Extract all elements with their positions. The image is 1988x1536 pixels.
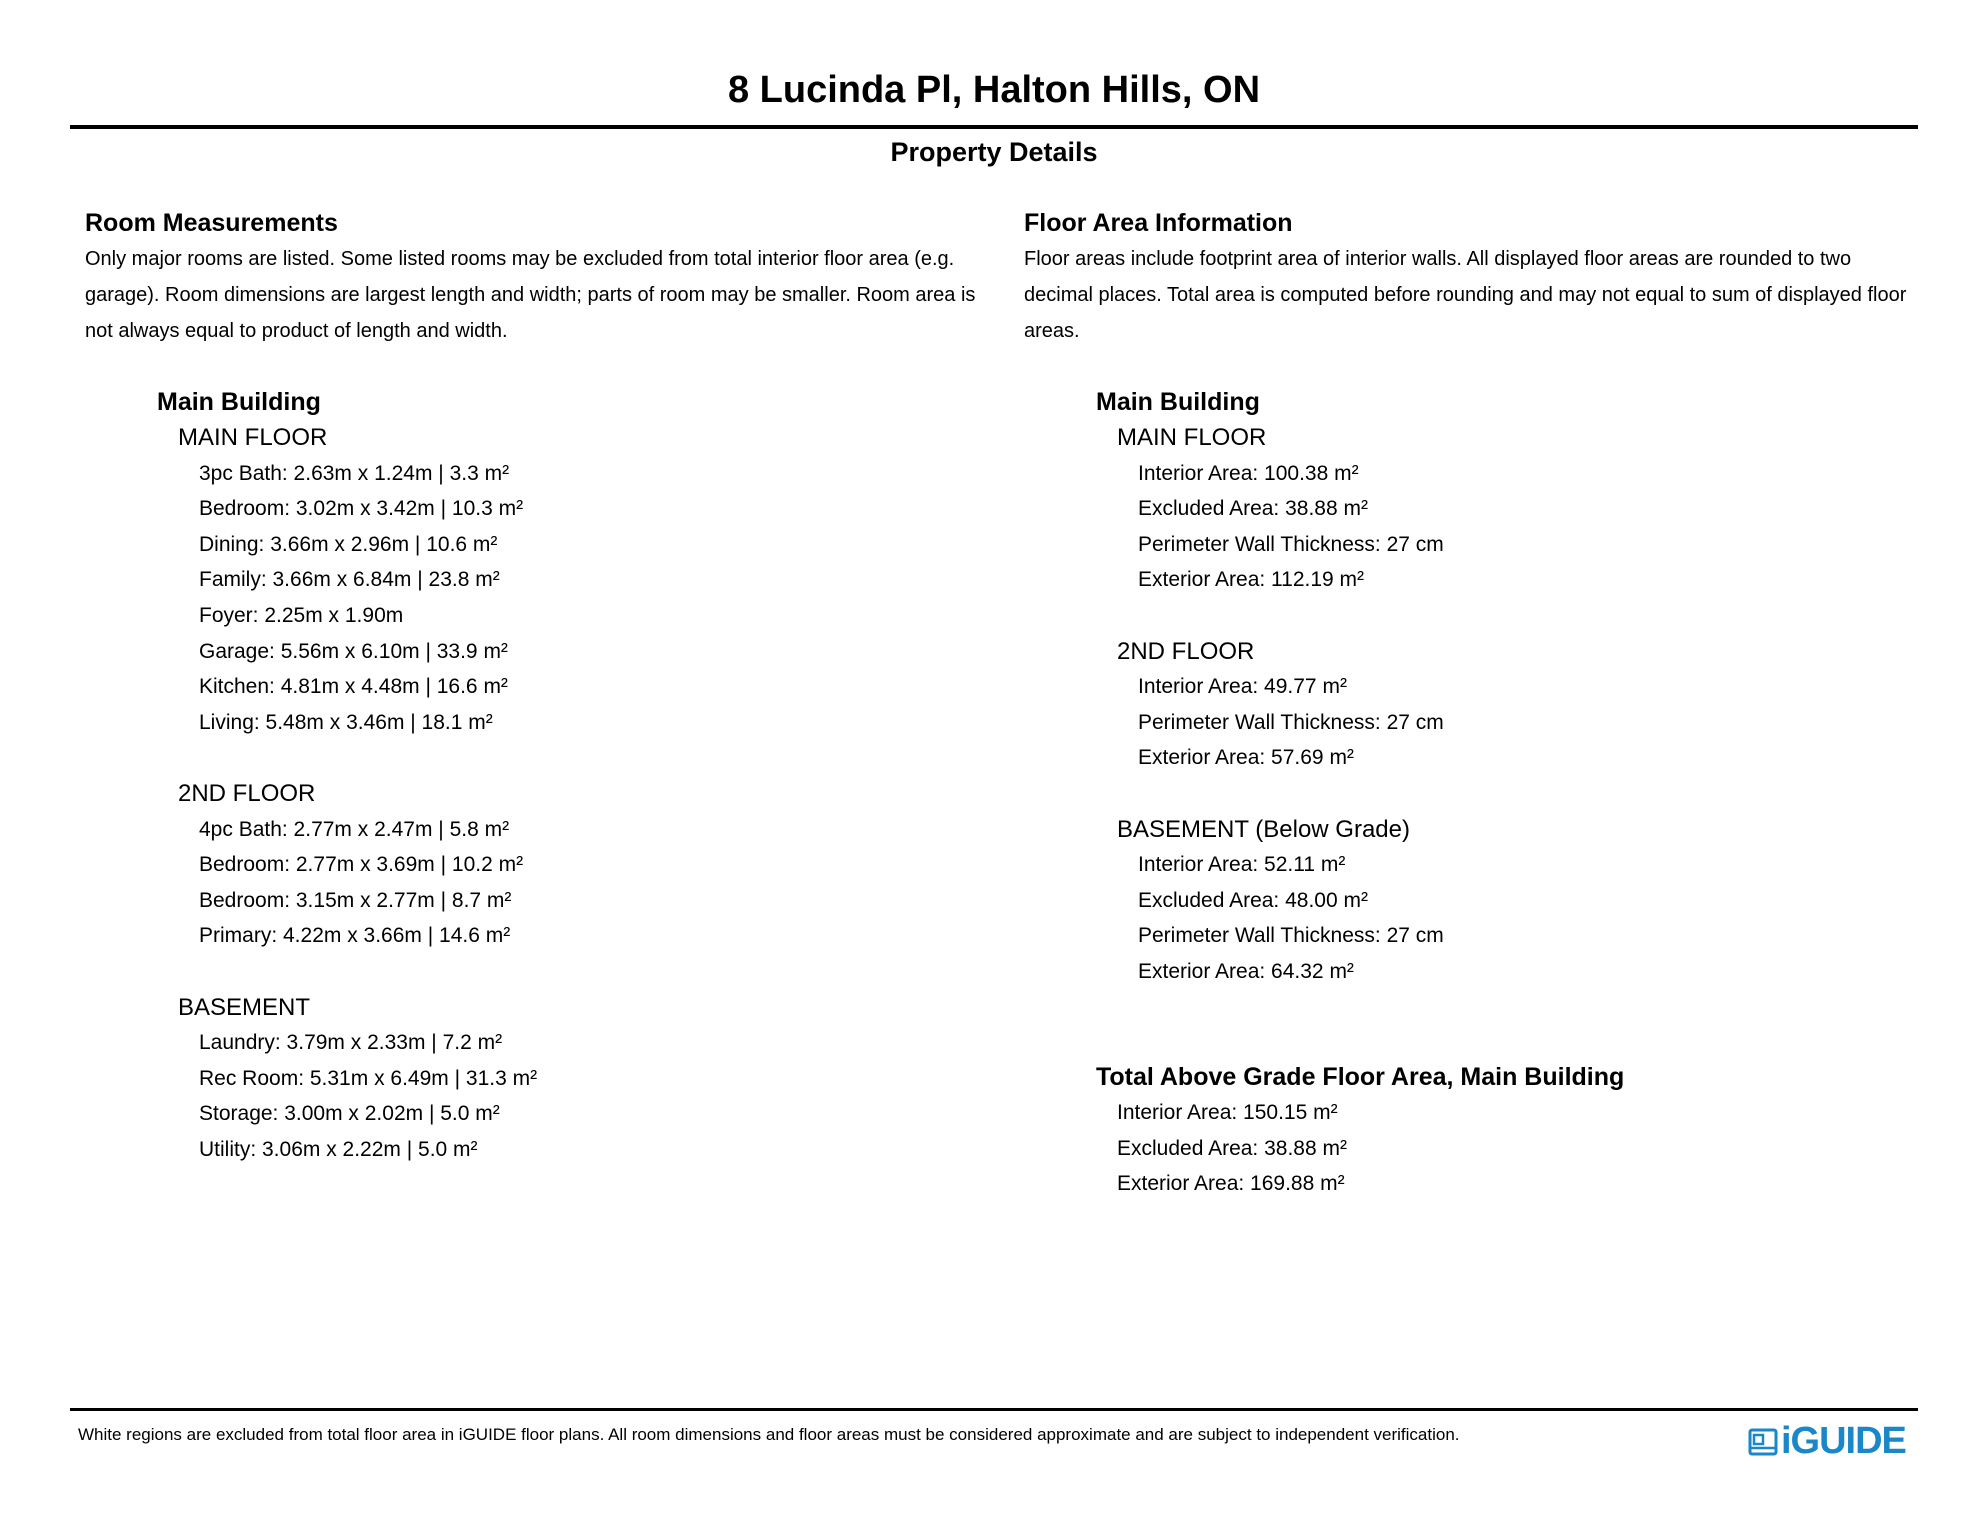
floor-area-intro: Floor areas include footprint area of interior walls. All displayed floor areas are rounded to two decimal places. Total area is computed before rounding and may not equal to sum of displayed floor areas. [1024, 248, 1907, 342]
area-floor-heading-main: MAIN FLOOR [1117, 424, 1267, 451]
room-item: Living: 5.48m x 3.46m | 18.1 m² [199, 710, 493, 734]
iguide-logo-icon [1748, 1425, 1778, 1457]
area-item: Excluded Area: 48.00 m² [1138, 888, 1368, 912]
room-item: 4pc Bath: 2.77m x 2.47m | 5.8 m² [199, 817, 510, 841]
room-item: Bedroom: 2.77m x 3.69m | 10.2 m² [199, 853, 524, 877]
area-floor-heading-basement: BASEMENT (Below Grade) [1117, 815, 1410, 843]
iguide-logo [1748, 1418, 1908, 1464]
area-item: Exterior Area: 112.19 m² [1138, 568, 1365, 592]
floor-heading-2nd: 2ND FLOOR [178, 779, 316, 807]
total-area-heading: Total Above Grade Floor Area, Main Building [1096, 1063, 1625, 1091]
page-subtitle: Property Details [890, 137, 1098, 167]
area-item: Interior Area: 100.38 m² [1138, 461, 1359, 485]
footer-disclaimer: White regions are excluded from total floor area in iGUIDE floor plans. All room dimensions and floor areas must be considered approximate and are subject to independent verification. [78, 1425, 1460, 1444]
floor-area-section [1024, 205, 1924, 349]
room-list [178, 420, 537, 1167]
area-item: Interior Area: 49.77 m² [1138, 675, 1347, 699]
area-item: Exterior Area: 57.69 m² [1138, 746, 1354, 770]
area-item: Exterior Area: 64.32 m² [1138, 959, 1354, 983]
floor-area-heading: Floor Area Information [1024, 209, 1293, 237]
room-item: Storage: 3.00m x 2.02m | 5.0 m² [199, 1102, 500, 1126]
footer-divider [70, 1408, 1918, 1411]
total-area-item: Interior Area: 150.15 m² [1117, 1101, 1338, 1124]
room-item: Garage: 5.56m x 6.10m | 33.9 m² [199, 639, 508, 663]
iguide-logo-text: iGUIDE [1781, 1420, 1906, 1462]
floor-heading-main: MAIN FLOOR [178, 424, 328, 451]
area-item: Perimeter Wall Thickness: 27 cm [1138, 710, 1444, 734]
room-item: Kitchen: 4.81m x 4.48m | 16.6 m² [199, 675, 508, 699]
room-item: Primary: 4.22m x 3.66m | 14.6 m² [199, 924, 511, 948]
room-item: Laundry: 3.79m x 2.33m | 7.2 m² [199, 1031, 503, 1055]
room-item: Family: 3.66m x 6.84m | 23.8 m² [199, 568, 500, 592]
total-area-item: Excluded Area: 38.88 m² [1117, 1136, 1347, 1160]
room-item: Bedroom: 3.15m x 2.77m | 8.7 m² [199, 888, 512, 912]
room-item: Foyer: 2.25m x 1.90m [199, 603, 404, 627]
room-building-heading: Main Building [157, 388, 321, 416]
area-floor-heading-2nd: 2ND FLOOR [1117, 637, 1255, 665]
room-item: 3pc Bath: 2.63m x 1.24m | 3.3 m² [199, 461, 510, 485]
room-measurements-heading: Room Measurements [85, 209, 338, 237]
total-area-item: Exterior Area: 169.88 m² [1117, 1172, 1345, 1196]
total-area-list [1117, 1095, 1347, 1202]
room-item: Bedroom: 3.02m x 3.42m | 10.3 m² [199, 497, 524, 521]
header-divider [70, 125, 1918, 129]
floor-heading-basement: BASEMENT [178, 993, 311, 1021]
area-item: Perimeter Wall Thickness: 27 cm [1138, 532, 1444, 556]
floor-area-list [1117, 420, 1444, 990]
room-measurements-intro: Only major rooms are listed. Some listed rooms may be excluded from total interior floor area (e.g. garage). Room dimensions are largest length and width; parts of room may be smaller. Room area is not always equal to product of length and width. [85, 248, 976, 342]
room-item: Dining: 3.66m x 2.96m | 10.6 m² [199, 532, 498, 556]
page-title: 8 Lucinda Pl, Halton Hills, ON [727, 69, 1261, 111]
area-item: Perimeter Wall Thickness: 27 cm [1138, 924, 1444, 948]
room-measurements-section [85, 205, 1005, 349]
area-item: Interior Area: 52.11 m² [1138, 853, 1346, 877]
room-item: Rec Room: 5.31m x 6.49m | 31.3 m² [199, 1066, 538, 1090]
area-item: Excluded Area: 38.88 m² [1138, 497, 1368, 521]
area-building-heading: Main Building [1096, 388, 1260, 416]
room-item: Utility: 3.06m x 2.22m | 5.0 m² [199, 1137, 478, 1161]
